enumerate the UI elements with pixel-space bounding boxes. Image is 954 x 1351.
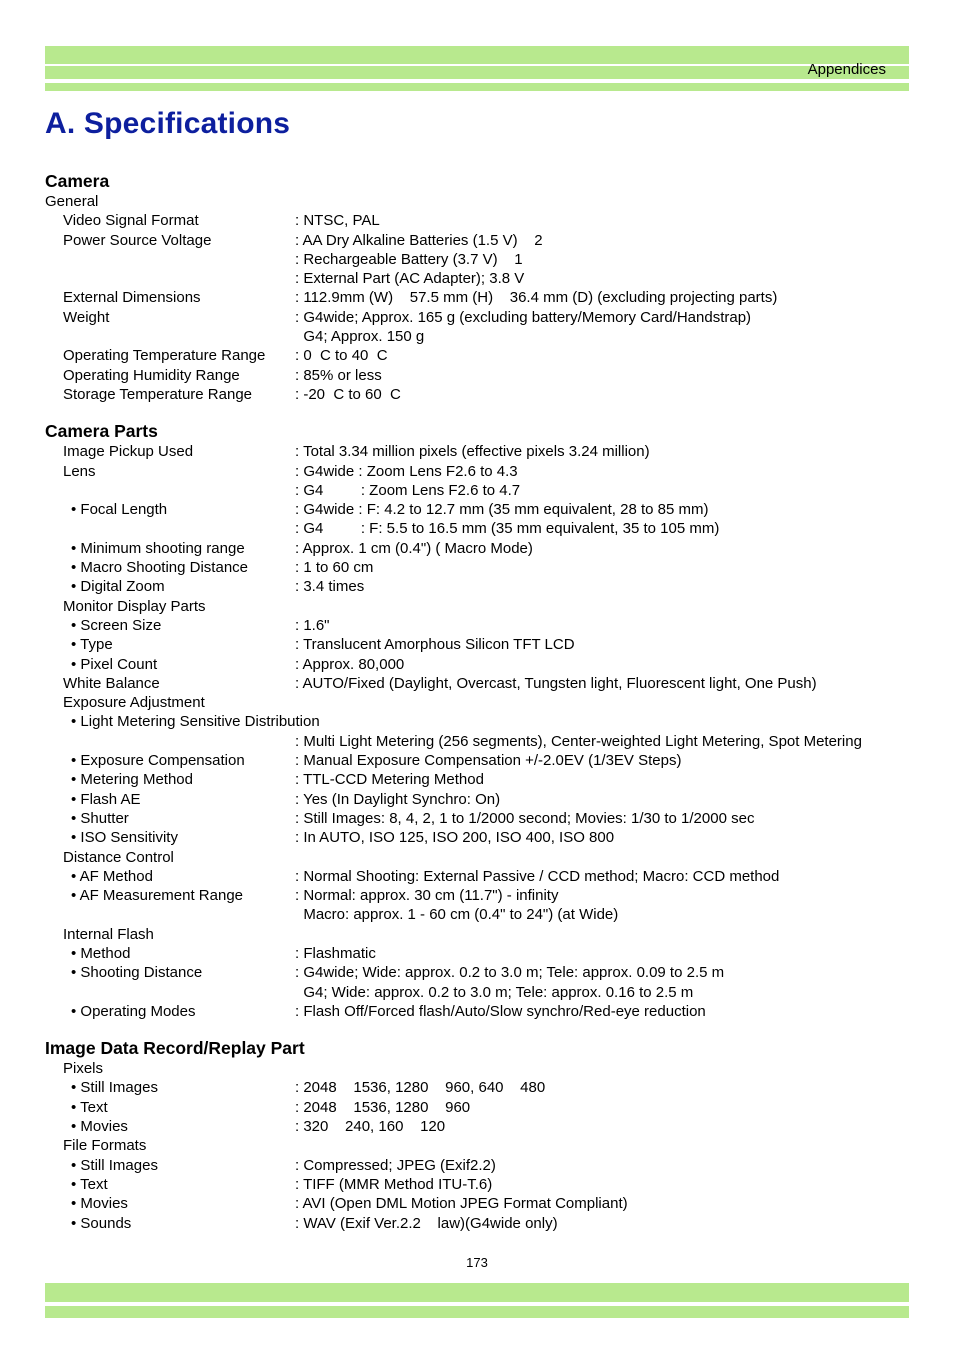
spec-row bbox=[45, 712, 915, 731]
spec-label: Distance Control bbox=[63, 848, 174, 866]
spec-row bbox=[45, 1175, 915, 1194]
spec-value: : G4wide : Zoom Lens F2.6 to 4.3 bbox=[295, 462, 518, 480]
spec-label bbox=[45, 269, 295, 288]
spec-label: External Dimensions bbox=[63, 289, 201, 307]
spec-row bbox=[45, 925, 915, 944]
spec-label: • Exposure Compensation bbox=[71, 752, 245, 770]
page-number: 173 bbox=[466, 1255, 488, 1270]
section-heading: Camera bbox=[45, 171, 110, 191]
spec-value: : In AUTO, ISO 125, ISO 200, ISO 400, ISO 800 bbox=[295, 829, 615, 847]
spec-label: Weight bbox=[63, 308, 110, 326]
spec-label: • Movies bbox=[71, 1118, 128, 1136]
spec-label: • Focal Length bbox=[71, 501, 168, 519]
spec-row bbox=[45, 983, 915, 1002]
spec-label: • Digital Zoom bbox=[71, 578, 165, 596]
spec-label: Storage Temperature Range bbox=[63, 385, 253, 403]
section-camera bbox=[45, 171, 915, 404]
spec-row bbox=[45, 269, 915, 288]
spec-value: : G4wide; Wide: approx. 0.2 to 3.0 m; Tele: approx. 0.09 to 2.5 m bbox=[295, 964, 725, 982]
spec-row bbox=[45, 231, 915, 250]
spec-value: : Flash Off/Forced flash/Auto/Slow synchro/Red-eye reduction bbox=[295, 1002, 706, 1020]
spec-label: • AF Measurement Range bbox=[71, 887, 244, 905]
spec-row bbox=[45, 539, 915, 558]
spec-row bbox=[45, 732, 915, 751]
spec-row bbox=[45, 327, 915, 346]
spec-label: • Operating Modes bbox=[71, 1002, 196, 1020]
spec-label: Lens bbox=[63, 462, 96, 480]
spec-row bbox=[45, 192, 915, 211]
spec-value: : Flashmatic bbox=[295, 944, 376, 962]
spec-label: • ISO Sensitivity bbox=[71, 829, 178, 847]
spec-value: : AUTO/Fixed (Daylight, Overcast, Tungsten light, Fluorescent light, One Push) bbox=[295, 674, 817, 692]
spec-label: • Text bbox=[71, 1175, 108, 1193]
spec-value: : Normal: approx. 30 cm (11.7") - infinity bbox=[295, 887, 559, 905]
section-camera-parts bbox=[45, 421, 915, 1021]
spec-value: : AA Dry Alkaline Batteries (1.5 V) 2 bbox=[295, 231, 543, 249]
spec-row bbox=[45, 1117, 915, 1136]
spec-row bbox=[45, 500, 915, 519]
spec-value: : TIFF (MMR Method ITU-T.6) bbox=[295, 1175, 493, 1193]
spec-label: • Metering Method bbox=[71, 771, 193, 789]
spec-row bbox=[45, 963, 915, 982]
spec-value: Macro: approx. 1 - 60 cm (0.4" to 24") (at Wide) bbox=[295, 906, 619, 924]
spec-label: • Minimum shooting range bbox=[71, 539, 245, 557]
spec-label: • Method bbox=[71, 944, 131, 962]
spec-label: • Still Images bbox=[71, 1079, 158, 1097]
spec-content bbox=[45, 171, 915, 1250]
spec-label: General bbox=[45, 193, 99, 210]
spec-value: : WAV (Exif Ver.2.2 law)(G4wide only) bbox=[295, 1214, 558, 1232]
spec-label: White Balance bbox=[63, 674, 160, 692]
spec-label: Image Pickup Used bbox=[63, 443, 194, 461]
spec-label: Internal Flash bbox=[63, 925, 154, 943]
spec-label: • Type bbox=[71, 636, 113, 654]
spec-label: • Text bbox=[71, 1098, 108, 1116]
spec-row bbox=[45, 481, 915, 500]
spec-value: : G4 : Zoom Lens F2.6 to 4.7 bbox=[295, 481, 521, 499]
spec-row bbox=[45, 250, 915, 269]
spec-label: • Pixel Count bbox=[71, 655, 158, 673]
spec-value: : Manual Exposure Compensation +/-2.0EV (1/3EV Steps) bbox=[295, 752, 682, 770]
header-band-bottom bbox=[45, 83, 909, 91]
spec-label bbox=[45, 519, 295, 538]
spec-row bbox=[45, 616, 915, 635]
spec-row bbox=[45, 790, 915, 809]
spec-value: : TTL-CCD Metering Method bbox=[295, 771, 484, 789]
spec-value: : G4wide : F: 4.2 to 12.7 mm (35 mm equivalent, 28 to 85 mm) bbox=[295, 501, 709, 519]
spec-label: • Shutter bbox=[71, 809, 129, 827]
section-heading: Camera Parts bbox=[45, 421, 158, 442]
spec-value: G4; Approx. 150 g bbox=[295, 328, 425, 346]
spec-value: : Multi Light Metering (256 segments), Center-weighted Light Metering, Spot Metering bbox=[295, 732, 862, 750]
spec-row bbox=[45, 1156, 915, 1175]
spec-label: • AF Method bbox=[71, 867, 153, 885]
spec-value: : 112.9mm (W) 57.5 mm (H) 36.4 mm (D) (excluding projecting parts) bbox=[295, 289, 778, 307]
spec-row bbox=[45, 597, 915, 616]
spec-label: • Macro Shooting Distance bbox=[71, 559, 249, 577]
spec-label: Power Source Voltage bbox=[63, 231, 212, 249]
spec-value: : External Part (AC Adapter); 3.8 V bbox=[295, 270, 525, 288]
spec-row bbox=[45, 848, 915, 867]
spec-value: : NTSC, PAL bbox=[295, 212, 380, 230]
spec-value: : G4wide; Approx. 165 g (excluding battery/Memory Card/Handstrap) bbox=[295, 308, 752, 326]
spec-row bbox=[45, 1214, 915, 1233]
spec-row bbox=[45, 211, 915, 230]
spec-row bbox=[45, 577, 915, 596]
spec-value: : -20 C to 60 C bbox=[295, 385, 401, 403]
spec-row bbox=[45, 655, 915, 674]
spec-label bbox=[45, 481, 295, 500]
spec-row bbox=[45, 519, 915, 538]
spec-label: • Screen Size bbox=[71, 616, 162, 634]
spec-row bbox=[45, 944, 915, 963]
spec-row bbox=[45, 693, 915, 712]
section-label: Appendices bbox=[807, 61, 886, 78]
spec-label: Exposure Adjustment bbox=[63, 694, 205, 712]
footer-band-bottom bbox=[45, 1306, 909, 1318]
spec-label: • Sounds bbox=[71, 1214, 132, 1232]
spec-row bbox=[45, 558, 915, 577]
spec-label bbox=[45, 983, 295, 1002]
spec-value: G4; Wide: approx. 0.2 to 3.0 m; Tele: approx. 0.16 to 2.5 m bbox=[295, 983, 694, 1001]
spec-label: Pixels bbox=[63, 1060, 104, 1078]
header-band-middle bbox=[45, 66, 909, 79]
spec-label bbox=[45, 250, 295, 269]
spec-row bbox=[45, 828, 915, 847]
spec-row bbox=[45, 1002, 915, 1021]
spec-row bbox=[45, 1194, 915, 1213]
spec-label: File Formats bbox=[63, 1137, 147, 1155]
spec-value: : Normal Shooting: External Passive / CCD method; Macro: CCD method bbox=[295, 867, 780, 885]
spec-row bbox=[45, 635, 915, 654]
spec-label: Operating Humidity Range bbox=[63, 366, 240, 384]
spec-value: : Approx. 80,000 bbox=[295, 655, 405, 673]
spec-label bbox=[45, 327, 295, 346]
spec-value: : 1 to 60 cm bbox=[295, 559, 374, 577]
spec-label: • Still Images bbox=[71, 1156, 158, 1174]
spec-label bbox=[45, 732, 295, 751]
spec-label: Video Signal Format bbox=[63, 212, 199, 230]
spec-value: : 1.6" bbox=[295, 616, 330, 634]
spec-value: : Still Images: 8, 4, 2, 1 to 1/2000 second; Movies: 1/30 to 1/2000 sec bbox=[295, 809, 755, 827]
spec-row bbox=[45, 346, 915, 365]
spec-value: : Yes (In Daylight Synchro: On) bbox=[295, 790, 501, 808]
spec-label: Operating Temperature Range bbox=[63, 347, 266, 365]
page-title: A. Specifications bbox=[45, 107, 291, 140]
footer-band-top bbox=[45, 1283, 909, 1302]
spec-value: : 3.4 times bbox=[295, 578, 365, 596]
spec-row bbox=[45, 288, 915, 307]
spec-row bbox=[45, 751, 915, 770]
spec-value: : 85% or less bbox=[295, 366, 382, 384]
spec-row bbox=[45, 1098, 915, 1117]
spec-row bbox=[45, 886, 915, 905]
spec-row bbox=[45, 809, 915, 828]
spec-label: • Movies bbox=[71, 1195, 128, 1213]
spec-value: : 2048 1536, 1280 960, 640 480 bbox=[295, 1079, 546, 1097]
spec-label: • Shooting Distance bbox=[71, 964, 203, 982]
spec-value: : Rechargeable Battery (3.7 V) 1 bbox=[295, 250, 523, 268]
spec-value: : Compressed; JPEG (Exif2.2) bbox=[295, 1156, 496, 1174]
spec-row bbox=[45, 462, 915, 481]
spec-value: : 320 240, 160 120 bbox=[295, 1118, 446, 1136]
spec-row bbox=[45, 1059, 915, 1078]
spec-value: : 2048 1536, 1280 960 bbox=[295, 1098, 471, 1116]
section-heading: Image Data Record/Replay Part bbox=[45, 1038, 305, 1059]
spec-value: : 0 C to 40 C bbox=[295, 347, 388, 365]
spec-label bbox=[45, 905, 295, 924]
spec-row bbox=[45, 308, 915, 327]
spec-value: : Translucent Amorphous Silicon TFT LCD bbox=[295, 636, 575, 654]
spec-label: • Light Metering Sensitive Distribution bbox=[71, 713, 320, 731]
spec-label: • Flash AE bbox=[71, 790, 141, 808]
header-band-top bbox=[45, 46, 909, 64]
spec-label: Monitor Display Parts bbox=[63, 597, 206, 615]
spec-row bbox=[45, 770, 915, 789]
spec-row bbox=[45, 1136, 915, 1155]
spec-row bbox=[45, 674, 915, 693]
spec-row bbox=[45, 442, 915, 461]
spec-value: : G4 : F: 5.5 to 16.5 mm (35 mm equivalent, 35 to 105 mm) bbox=[295, 520, 720, 538]
spec-row bbox=[45, 1078, 915, 1097]
spec-value: : Approx. 1 cm (0.4") ( Macro Mode) bbox=[295, 539, 533, 557]
spec-row bbox=[45, 905, 915, 924]
spec-row bbox=[45, 385, 915, 404]
spec-row bbox=[45, 366, 915, 385]
spec-value: : AVI (Open DML Motion JPEG Format Compliant) bbox=[295, 1195, 628, 1213]
section-image-data bbox=[45, 1038, 915, 1233]
spec-row bbox=[45, 867, 915, 886]
spec-value: : Total 3.34 million pixels (effective pixels 3.24 million) bbox=[295, 443, 650, 461]
